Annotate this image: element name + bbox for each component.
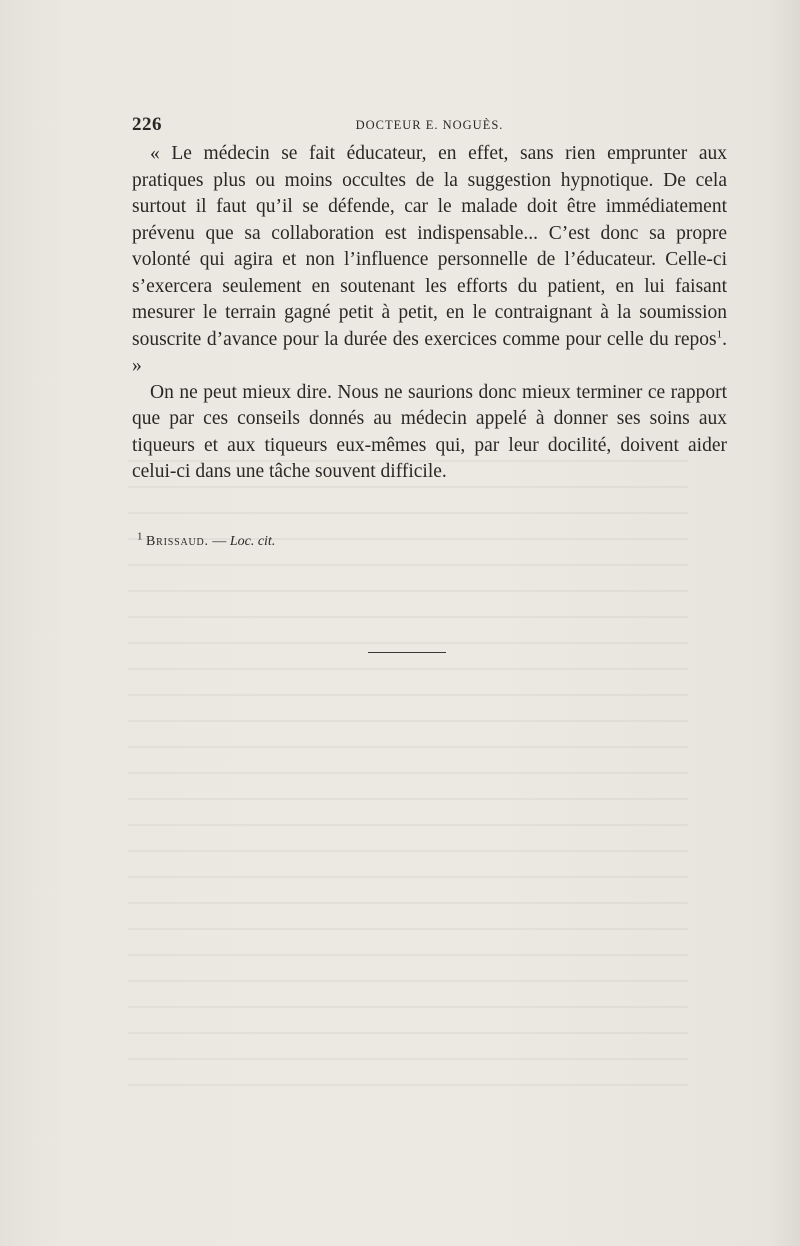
page-number: 226 xyxy=(132,114,162,135)
footnote xyxy=(137,530,717,551)
quote-paragraph xyxy=(132,141,727,380)
closing-paragraph: On ne peut mieux dire. Nous ne saurions donc mieux terminer ce rapport que par ces conseils donnés au médecin appelé à donner ses soins aux tiqueurs et aux tiqueurs eux-mêmes qui, par leur docilité, doivent aider celui-ci dans une tâche souvent difficile. xyxy=(132,381,727,482)
quote-closing: . » xyxy=(132,328,727,376)
running-title: DOCTEUR E. NOGUÈS. xyxy=(355,118,504,132)
body-text xyxy=(132,141,727,486)
footnote-reference-text: Loc. cit. xyxy=(229,534,276,549)
footnote-author: Brissaud. xyxy=(146,534,209,549)
running-head xyxy=(132,114,727,136)
footnote-reference[interactable]: 1 xyxy=(716,328,723,340)
quote-text: « Le médecin se fait éducateur, en effet, sans rien emprunter aux pratiques plus ou moins occultes de la suggestion hypnotique. De cela surtout il faut qu’il se défende, car le malade doit être immédiatement prévenu que sa collaboration est indispensable... C’est donc sa propre volonté qui agira et non l’influence personnelle de l’éducateur. Celle-ci s’exercera seulement en soutenant les efforts du patient, en lui faisant mesurer le terrain gagné petit à petit, en le contraignant à la soumission souscrite d’avance pour la durée des exercices comme pour celle du repos xyxy=(132,143,727,350)
section-end-rule xyxy=(368,652,446,653)
footnote-marker: 1 xyxy=(137,530,143,543)
footnote-dash: — xyxy=(208,534,230,549)
